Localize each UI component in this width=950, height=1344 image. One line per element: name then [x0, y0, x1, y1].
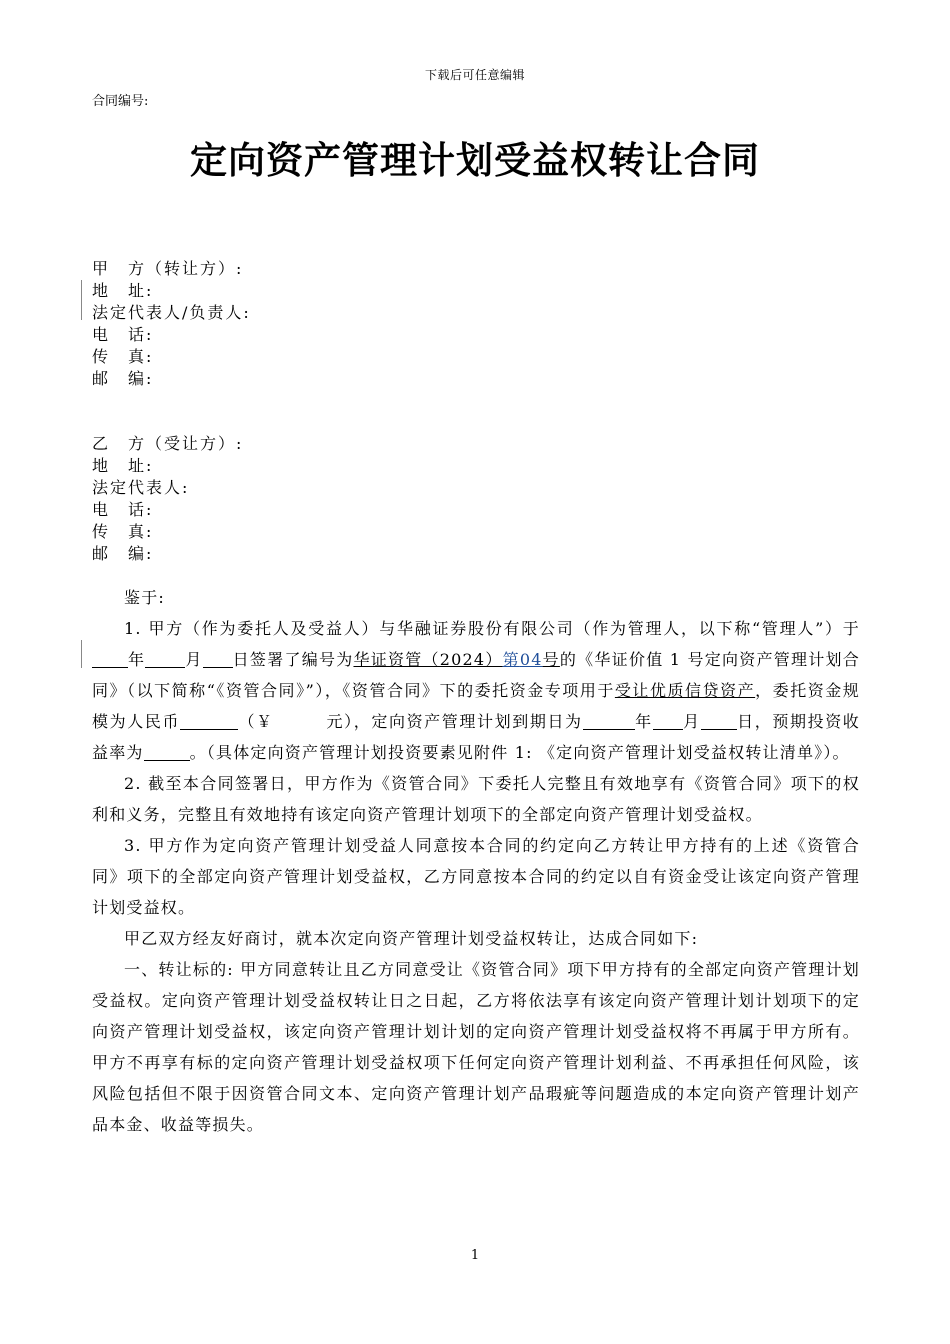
- blank-field[interactable]: [583, 711, 635, 730]
- blank-field[interactable]: [203, 649, 233, 668]
- blank-field[interactable]: [145, 649, 185, 668]
- margin-mark: [81, 640, 82, 668]
- clause-1: 1. 甲方（作为委托人及受益人）与华融证券股份有限公司（作为管理人，以下称“管理人”）于年 月 日签署了编号为华证资管（2024）第04号的《华证价值 1 号定向资产管理计划合同》（以下简称“《资管合同》”），《资管合同》下的委托资金专项用于受让优质信贷资产，委托资金规模为人民币 （￥ 元），定向资产管理计划到期日为 年 月 日，预期投资收益率为 。（具体定向资产管理计划投资要素见附件 1: 《定向资产管理计划受益权转让清单》）。: [92, 619, 861, 762]
- agreement-statement: 甲乙双方经友好商讨，就本次定向资产管理计划受益权转让，达成合同如下:: [124, 929, 699, 948]
- contract-ref-number: 04: [519, 650, 543, 669]
- blank-field[interactable]: [92, 649, 128, 668]
- party-a-block: [92, 258, 251, 390]
- party-a-representative-line: 法定代表人/负责人:: [92, 303, 251, 322]
- clause-3: 3. 甲方作为定向资产管理计划受益人同意按本合同的约定向乙方转让甲方持有的上述《资管合同》项下的全部定向资产管理计划受益权，乙方同意按本合同的约定以自有资金受让该定向资产管理计划受益权。: [92, 836, 860, 917]
- clause-2: 2. 截至本合同签署日，甲方作为《资管合同》下委托人完整且有效地享有《资管合同》项下的权利和义务，完整且有效地持有该定向资产管理计划项下的全部定向资产管理计划受益权。: [92, 774, 860, 824]
- party-b-representative-line: 法定代表人:: [92, 478, 190, 497]
- fund-purpose: 受让优质信贷资产: [614, 681, 756, 700]
- party-b-address-line: 地 址:: [92, 456, 154, 475]
- party-a-phone-line: 电 话:: [92, 325, 154, 344]
- party-a-address-line: 地 址:: [92, 281, 154, 300]
- document-title: 定向资产管理计划受益权转让合同: [190, 139, 760, 182]
- party-a-name-line: 甲 方（转让方）:: [92, 259, 244, 278]
- party-b-fax-line: 传 真:: [92, 522, 154, 541]
- party-b-name-line: 乙 方（受让方）:: [92, 434, 244, 453]
- page-number: 1: [470, 1248, 480, 1263]
- article-1-transfer-subject: 一、转让标的: 甲方同意转让且乙方同意受让《资管合同》项下甲方持有的全部定向资产管理计划受益权。定向资产管理计划受益权转让日之日起，乙方将依法享有该定向资产管理计划计划项下的定向资产管理计划受益权，该定向资产管理计划计划的定向资产管理计划受益权将不再属于甲方所有。甲方不再享有标的定向资产管理计划受益权项下任何定向资产管理计划利益、不再承担任何风险，该风险包括但不限于因资管合同文本、定向资产管理计划产品瑕疵等问题造成的本定向资产管理计划产品本金、收益等损失。: [92, 960, 860, 1134]
- header-note: 下载后可任意编辑: [424, 68, 525, 82]
- contract-ref-number: 号: [542, 650, 560, 669]
- blank-field[interactable]: [180, 711, 238, 730]
- whereas-heading: 鉴于:: [124, 588, 165, 607]
- party-b-block: [92, 433, 243, 565]
- party-b-postcode-line: 邮 编:: [92, 544, 154, 563]
- contract-number-label: 合同编号:: [92, 94, 149, 109]
- party-a-postcode-line: 邮 编:: [92, 369, 154, 388]
- blank-field[interactable]: [144, 742, 190, 761]
- contract-body: [92, 582, 860, 1140]
- contract-ref-number: 第: [502, 650, 520, 669]
- party-a-fax-line: 传 真:: [92, 347, 154, 366]
- blank-field[interactable]: [653, 711, 683, 730]
- contract-ref-number: 华证资管（2024）: [353, 650, 503, 669]
- margin-mark: [81, 280, 82, 320]
- party-b-phone-line: 电 话:: [92, 500, 154, 519]
- blank-field[interactable]: [701, 711, 737, 730]
